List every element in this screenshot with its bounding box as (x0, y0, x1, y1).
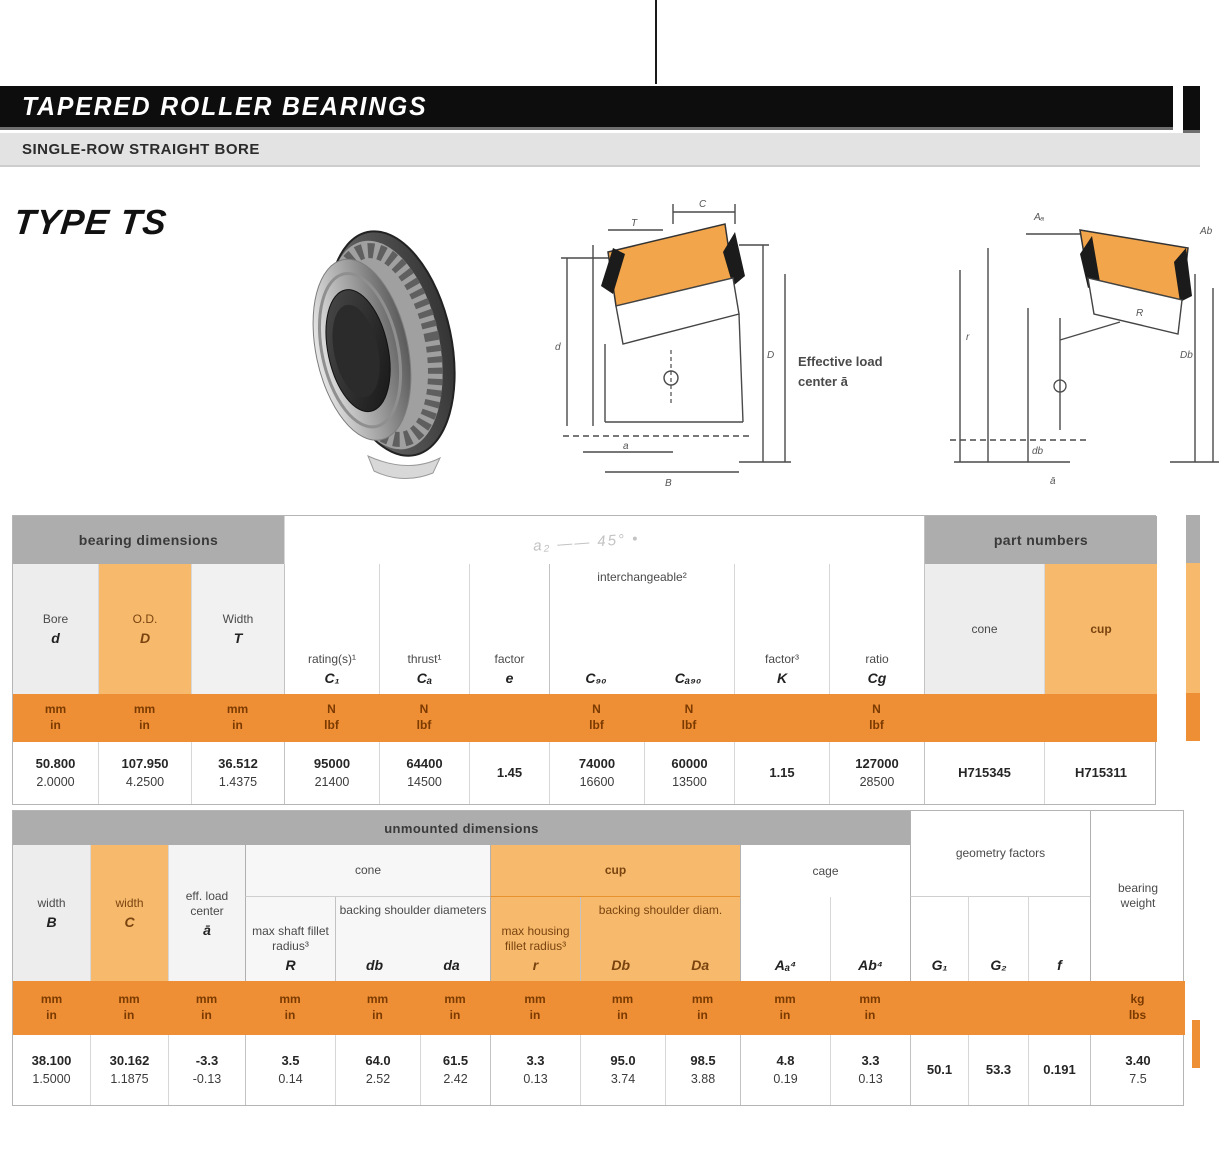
band-part-numbers (924, 516, 1157, 564)
dim-label-r: r (966, 332, 970, 343)
units2-weight: kg lbs (1090, 981, 1185, 1035)
units2-Da: mm in (665, 981, 740, 1035)
dim-label-abar: ā (1050, 476, 1056, 487)
col-header-factor-e: factor e (469, 564, 549, 694)
col2-header-Ab: Ab⁴ (830, 897, 910, 981)
col2-header-db: db (365, 957, 384, 973)
value2-weight: 3.40 7.5 (1090, 1035, 1185, 1105)
units-cup (1044, 694, 1157, 742)
title-bar-corner (1183, 86, 1200, 133)
units2-b: mm in (13, 981, 90, 1035)
dim-label-R: R (1136, 308, 1144, 319)
col-header-od: O.D. D (98, 564, 191, 694)
value2-g1: 50.1 (910, 1035, 968, 1105)
dim-label-d: d (555, 342, 561, 353)
dim-label-D: D (767, 350, 775, 361)
page-fold-line (655, 0, 657, 84)
units2-g1 (910, 981, 968, 1035)
edge-sliver2-orange (1192, 1020, 1200, 1068)
value-cone-part: H715345 (924, 742, 1044, 804)
value-c90: 74000 16600 (549, 742, 644, 804)
col2-header-shaft-fillet: max shaft fillet radius³ R (245, 897, 335, 981)
col2-header-cone-backing-group: backing shoulder diameters db da (335, 897, 490, 981)
edge-sliver-orange (1186, 693, 1200, 741)
value2-c: 30.162 1.1875 (90, 1035, 168, 1105)
value-e: 1.45 (469, 742, 549, 804)
cup-group-header: cup (490, 845, 740, 897)
col-header-interchangeable-group: interchangeable² C₉₀ Cₐ₉₀ (549, 564, 734, 694)
page-title: TAPERED ROLLER BEARINGS (22, 91, 428, 121)
col2-header-width-c: width C (90, 845, 168, 981)
value2-Da: 98.5 3.88 (665, 1035, 740, 1105)
col2-header-Db: Db (611, 957, 631, 973)
value2-Db: 95.0 3.74 (580, 1035, 665, 1105)
cross-section-right-svg (930, 190, 1220, 490)
dim-label-Aa: Aₐ (1034, 212, 1045, 223)
value-od: 107.950 4.2500 (98, 742, 191, 804)
col2-header-f: f (1028, 897, 1090, 981)
value2-Ab: 3.3 0.13 (830, 1035, 910, 1105)
col2-header-cup-backing-group: backing shoulder diam. Db Da (580, 897, 740, 981)
diagram-note-line2: center ā (798, 374, 848, 390)
value-cup-part: H715311 (1044, 742, 1157, 804)
mounting-dimensions-table (12, 810, 1184, 1106)
units-e (469, 694, 549, 742)
diagram-note (798, 352, 938, 392)
value-cg: 127000 28500 (829, 742, 924, 804)
units2-db: mm in (335, 981, 420, 1035)
units-cone (924, 694, 1044, 742)
geometry-factors-group: geometry factors (910, 811, 1090, 897)
ratings-header-space (284, 516, 924, 564)
col2-header-eff-load-center: eff. load center ā (168, 845, 245, 981)
units2-Aa: mm in (740, 981, 830, 1035)
cross-section-diagram-left (553, 190, 798, 495)
units-ca: N lbf (379, 694, 469, 742)
units2-a: mm in (168, 981, 245, 1035)
band-bearing-dimensions (13, 516, 284, 564)
cage-group-header: cage (740, 845, 910, 897)
col2-header-housing-fillet: max housing fillet radius³ r (490, 897, 580, 981)
value-k: 1.15 (734, 742, 829, 804)
edge-sliver-orange-light (1186, 563, 1200, 693)
band-bearing-dimensions-label: bearing dimensions (78, 532, 219, 548)
col-header-width: Width T (191, 564, 284, 694)
col-header-bore: Bore d (13, 564, 98, 694)
dim-label-a: a (623, 441, 629, 452)
col2-header-Aa: Aₐ⁴ (740, 897, 830, 981)
units-od: mm in (98, 694, 191, 742)
pencil-annotation: a₂ —— 45° • (532, 530, 640, 555)
units2-Ab: mm in (830, 981, 910, 1035)
value2-da: 61.5 2.42 (420, 1035, 490, 1105)
col2-header-g2: G₂ (968, 897, 1028, 981)
bearing-weight-header: bearing weight (1090, 811, 1185, 981)
dim-label-B: B (665, 478, 672, 489)
units-c1: N lbf (284, 694, 379, 742)
dim-label-Ab: Ab (1200, 226, 1213, 237)
units-width: mm in (191, 694, 284, 742)
units2-f (1028, 981, 1090, 1035)
col-header-factor-k: factor³ K (734, 564, 829, 694)
units-bore: mm in (13, 694, 98, 742)
units2-Db: mm in (580, 981, 665, 1035)
ratings-table (12, 515, 1156, 805)
col2-header-da: da (443, 957, 460, 973)
units2-R: mm in (245, 981, 335, 1035)
dim-label-db: db (1032, 446, 1044, 457)
units-c90: N lbf (549, 694, 644, 742)
value2-r: 3.3 0.13 (490, 1035, 580, 1105)
value-ca90: 60000 13500 (644, 742, 734, 804)
col2-header-width-b: width B (13, 845, 90, 981)
value2-f: 0.191 (1028, 1035, 1090, 1105)
units-cg: N lbf (829, 694, 924, 742)
value-width: 36.512 1.4375 (191, 742, 284, 804)
col-header-ca90: Cₐ₉₀ (674, 670, 702, 686)
type-ts-heading: TYPE TS (12, 203, 169, 242)
subtitle-bar (0, 133, 1200, 167)
value-c1: 95000 21400 (284, 742, 379, 804)
units-ca90: N lbf (644, 694, 734, 742)
page-subtitle: SINGLE-ROW STRAIGHT BORE (22, 140, 260, 158)
cone-group-header: cone (245, 845, 490, 897)
value2-R: 3.5 0.14 (245, 1035, 335, 1105)
value2-Aa: 4.8 0.19 (740, 1035, 830, 1105)
units-k (734, 694, 829, 742)
units2-c: mm in (90, 981, 168, 1035)
diagram-note-line1: Effective load (798, 354, 883, 369)
col2-header-Da: Da (691, 957, 710, 973)
col-header-ratio-cg: ratio Cg (829, 564, 924, 694)
value2-g2: 53.3 (968, 1035, 1028, 1105)
title-bar (0, 86, 1173, 130)
units2-da: mm in (420, 981, 490, 1035)
value2-a: -3.3 -0.13 (168, 1035, 245, 1105)
units2-g2 (968, 981, 1028, 1035)
dim-label-T: T (631, 218, 638, 229)
band-part-numbers-label: part numbers (993, 532, 1089, 548)
band-unmounted-dimensions-label: unmounted dimensions (384, 820, 539, 836)
dim-label-C: C (699, 199, 707, 210)
value-ca: 64400 14500 (379, 742, 469, 804)
col-header-rating-c1: rating(s)¹ C₁ (284, 564, 379, 694)
cross-section-left-svg (553, 190, 798, 490)
units2-r: mm in (490, 981, 580, 1035)
col2-header-g1: G₁ (910, 897, 968, 981)
value-bore: 50.800 2.0000 (35, 755, 76, 790)
band-unmounted-dimensions (13, 811, 910, 845)
value2-b: 38.100 1.5000 (31, 1052, 72, 1087)
edge-sliver-gray (1186, 515, 1200, 563)
col-header-thrust-ca: thrust¹ Cₐ (379, 564, 469, 694)
bearing-photo-svg (296, 218, 464, 480)
col-header-cup: cup (1044, 564, 1157, 694)
cross-section-diagram-right (930, 190, 1213, 495)
bearing-photo (296, 218, 464, 485)
dim-label-Db: Db (1180, 350, 1193, 361)
value2-db: 64.0 2.52 (335, 1035, 420, 1105)
col-header-c90: C₉₀ (585, 670, 607, 686)
col-header-cone: cone (924, 564, 1044, 694)
